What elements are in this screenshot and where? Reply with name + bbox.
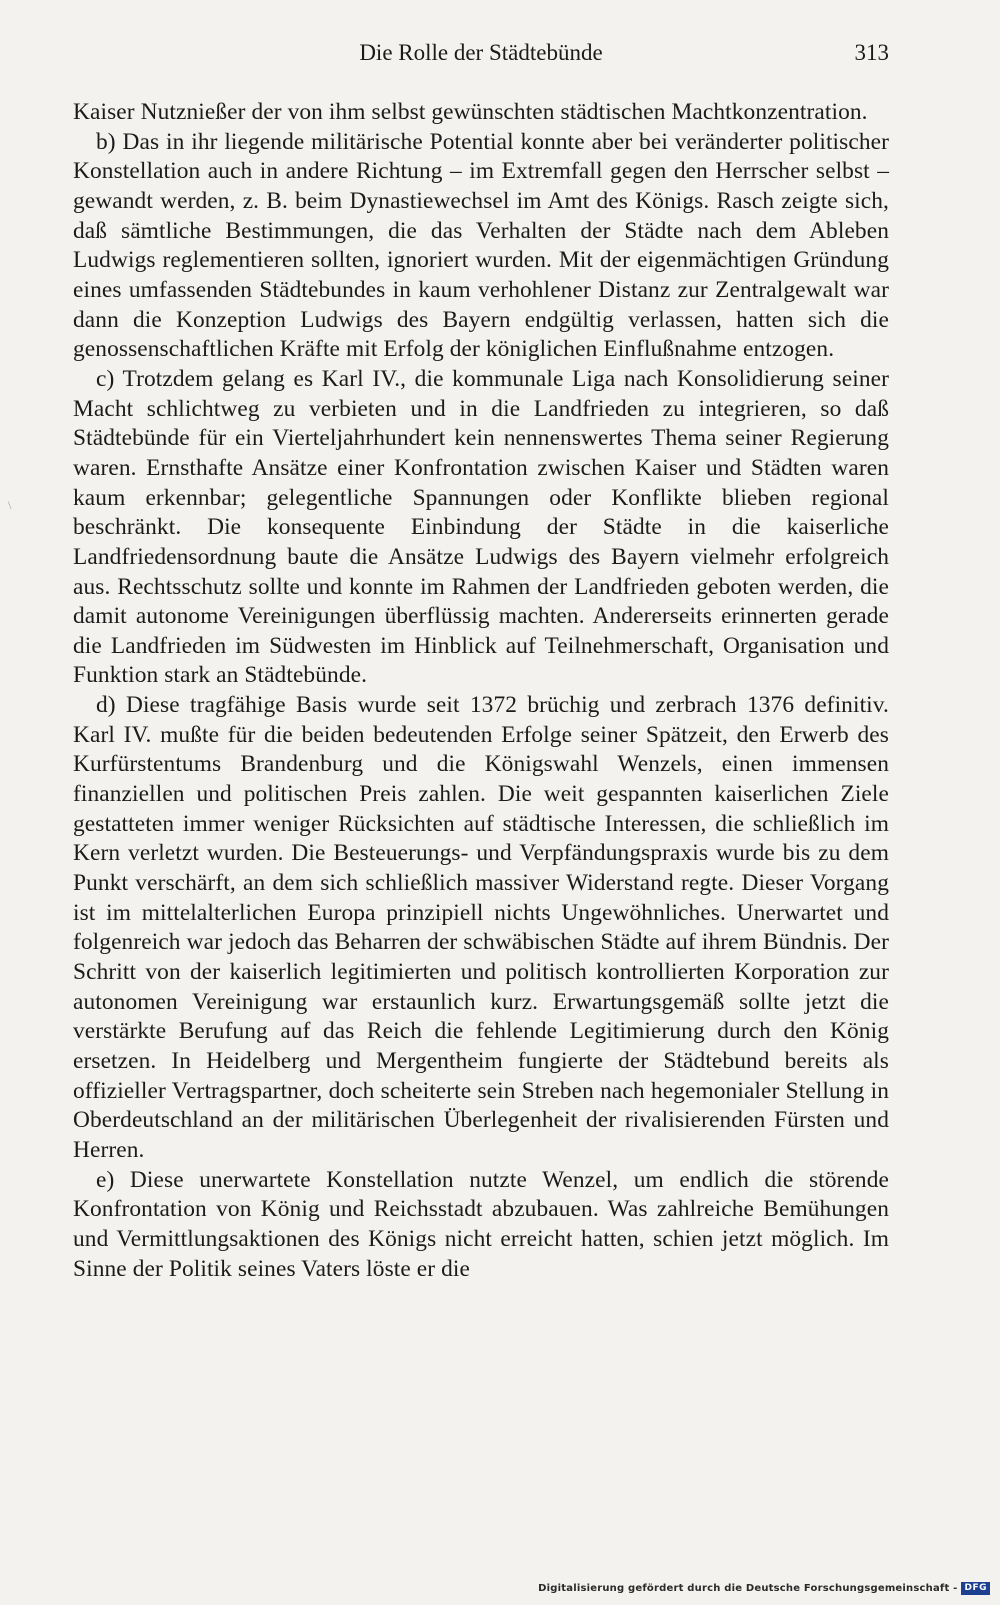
dfg-logo-icon: DFG bbox=[961, 1582, 990, 1595]
paragraph-e: e) Diese unerwartete Konstellation nutzte Wenzel, um endlich die störende Konfrontation von König und Reichsstadt abzubauen. Was zahlreiche Bemühungen und Vermittlungsaktionen des Königs nicht erreicht hatten, schien jetzt möglich. Im Sinne der Politik seines Vaters löste er die bbox=[73, 1166, 889, 1282]
paragraph-c: c) Trotzdem gelang es Karl IV., die kommunale Liga nach Konsolidierung seiner Macht schlichtweg zu verbieten und in die Landfrieden zu integrieren, so daß Städtebünde für ein Vierteljahrhundert kein nennenswertes Thema seiner Regierung waren. Ernsthafte Ansätze einer Konfrontation zwischen Kaiser und Städten waren kaum erkennbar; gelegentliche Spannungen oder Konflikte blieben regional beschränkt. Die konsequente Einbindung der Städte in die kaiserliche Landfriedensordnung baute die Ansätze Ludwigs des Bayern vielmehr erfolgreich aus. Rechtsschutz sollte und konnte im Rahmen der Landfrieden geboten werden, die damit autonome Vereinigungen überflüssig machten. Andererseits erinnerten gerade die Landfrieden im Südwesten im Hinblick auf Teilnehmerschaft, Organisation und Funktion stark an Städtebünde. bbox=[73, 365, 889, 689]
body-text bbox=[73, 98, 889, 1284]
funding-note: Digitalisierung gefördert durch die Deutsche Forschungsgemeinschaft - bbox=[538, 1582, 958, 1594]
digitization-footer bbox=[538, 1580, 990, 1596]
running-title: Die Rolle der Städtebünde bbox=[359, 40, 603, 65]
page-number: 313 bbox=[854, 40, 889, 65]
paragraph-d: d) Diese tragfähige Basis wurde seit 1372 brüchig und zerbrach 1376 definitiv. Karl IV. mußte für die beiden bedeutenden Erfolge seiner Spätzeit, den Erwerb des Kurfürstentums Brandenburg und die Königswahl Wenzels, einen immensen finanziellen und politischen Preis zahlen. Die weit gespannten kaiserlichen Ziele gestatteten immer weniger Rücksichten auf städtische Interessen, die schließlich im Kern verletzt wurden. Die Besteuerungs- und Verpfändungspraxis wurde bis zu dem Punkt verschärft, an dem sich schließlich massiver Widerstand regte. Dieser Vorgang ist im mittelalterlichen Europa prinzipiell nichts Ungewöhnliches. Unerwartet und folgenreich war jedoch das Beharren der schwäbischen Städte auf ihrem Bündnis. Der Schritt von der kaiserlich legitimierten und politisch kontrollierten Korporation zur autonomen Vereinigung war erstaunlich kurz. Erwartungsgemäß sollte jetzt die verstärkte Berufung auf das Reich die fehlende Legitimierung durch den König ersetzen. In Heidelberg und Mergentheim fungierte der Städtebund bereits als offizieller Vertragspartner, doch scheiterte sein Streben nach hegemonialer Stellung in Oberdeutschland an der militärischen Überlegenheit der rivalisierenden Fürsten und Herren. bbox=[73, 692, 889, 1163]
paragraph-continued: Kaiser Nutznießer der von ihm selbst gewünschten städtischen Machtkonzentration. bbox=[73, 99, 868, 125]
paragraph-b: b) Das in ihr liegende militärische Potential konnte aber bei veränderter politischer Konstellation auch in andere Richtung – im Extremfall gegen den Herrscher selbst – gewandt werden, z. B. beim Dynastiewechsel im Amt des Königs. Rasch zeigte sich, daß sämtliche Bestimmungen, die das Verhalten der Städte nach dem Ableben Ludwigs reglementieren sollten, ignoriert wurden. Mit der eigenmächtigen Gründung eines umfassenden Städtebundes in kaum verhohlener Distanz zur Zentralgewalt war dann die Konzeption Ludwigs des Bayern endgültig verlassen, hatten sich die genossenschaftlichen Kräfte mit Erfolg der königlichen Einflußnahme entzogen. bbox=[73, 128, 889, 363]
running-head bbox=[73, 36, 889, 70]
margin-mark: \ bbox=[8, 498, 12, 512]
